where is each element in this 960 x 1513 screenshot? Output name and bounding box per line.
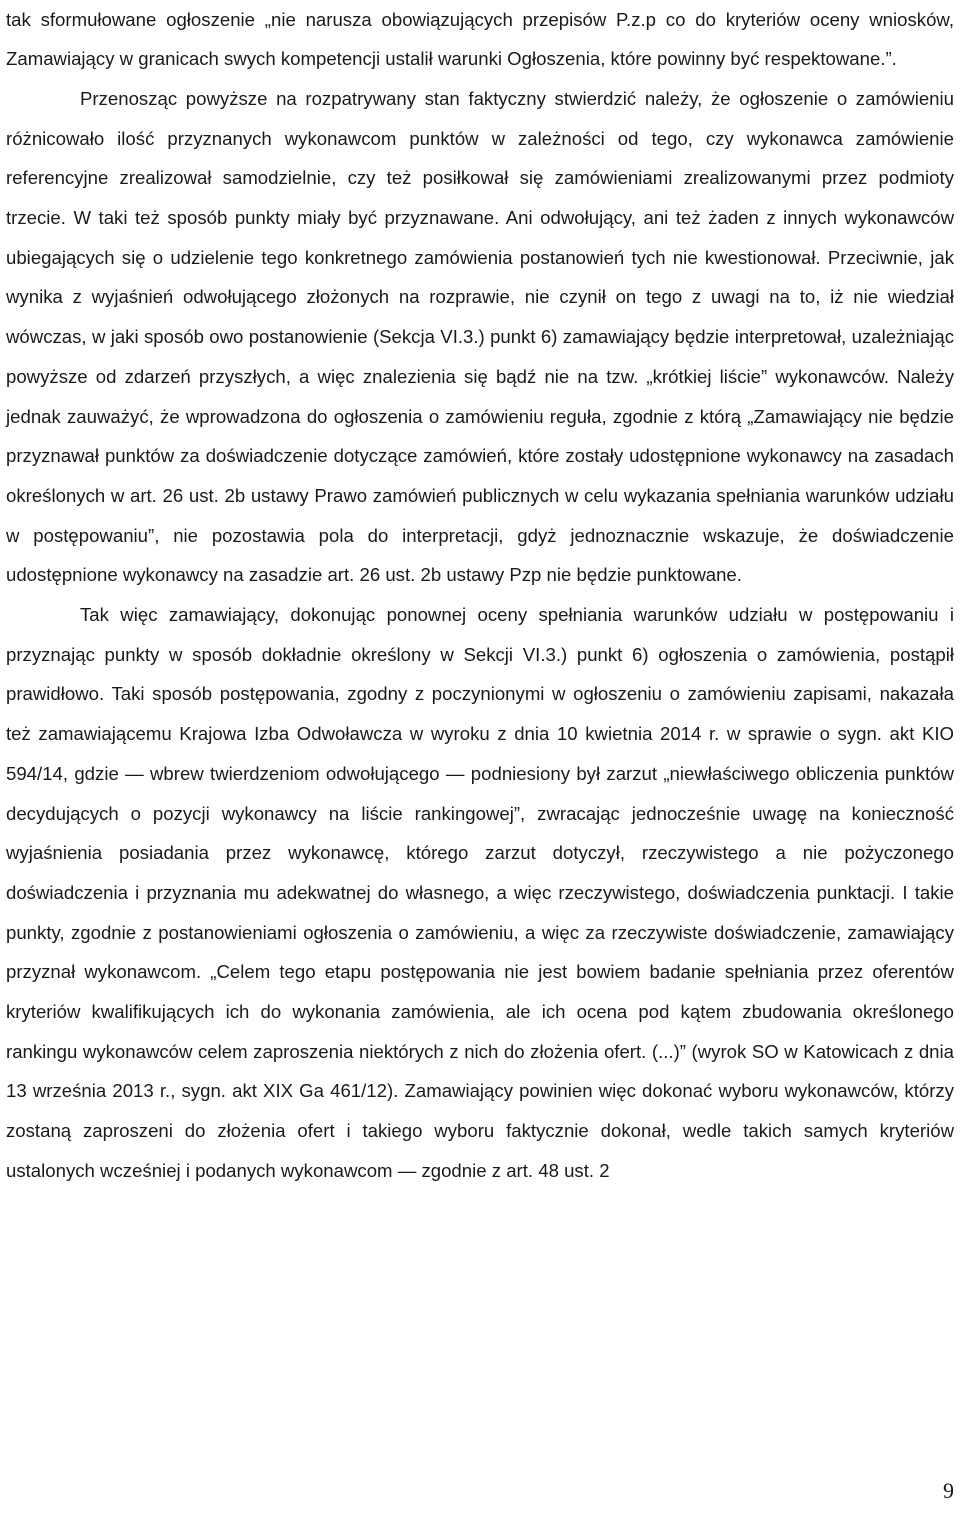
paragraph-analysis: Przenosząc powyższe na rozpatrywany stan faktyczny stwierdzić należy, że ogłoszenie o zamówieniu różnicowało ilość przyznanych wykonawcom punktów w zależności od tego, czy wykonawca zamówienie referencyjne zrealizował samodzielnie, czy też posiłkował się zamówieniami zrealizowanymi przez podmioty trzecie. W taki też sposób punkty miały być przyznawane. Ani odwołujący, ani też żaden z innych wykonawców ubiegających się o udzielenie tego konkretnego zamówienia postanowień tych nie kwestionował. Przeciwnie, jak wynika z wyjaśnień odwołującego złożonych na rozprawie, nie czynił on tego z uwagi na to, iż nie wiedział wówczas, w jaki sposób owo postanowienie (Sekcja VI.3.) punkt 6) zamawiający będzie interpretował, uzależniając powyższe od zdarzeń przyszłych, a więc znalezienia się bądź nie na tzw. „krótkiej liście” wykonawców. Należy jednak zauważyć, że wprowadzona do ogłoszenia o zamówieniu reguła, zgodnie z którą „Zamawiający nie będzie przyznawał punktów za doświadczenie dotyczące zamówień, które zostały udostępnione wykonawcy na zasadach określonych w art. 26 ust. 2b ustawy Prawo zamówień publicznych w celu wykazania spełniania warunków udziału w postępowaniu”, nie pozostawia pola do interpretacji, gdyż jednoznacznie wskazuje, że doświadczenie udostępnione wykonawcy na zasadzie art. 26 ust. 2b ustawy Pzp nie będzie punktowane.: [6, 87, 954, 586]
page-number: 9: [943, 1477, 954, 1503]
paragraph-conclusion: Tak więc zamawiający, dokonując ponownej oceny spełniania warunków udziału w postępowaniu i przyznając punkty w sposób dokładnie określony w Sekcji VI.3.) punkt 6) ogłoszenia o zamówienia, postąpił prawidłowo. Taki sposób postępowania, zgodny z poczynionymi w ogłoszeniu o zamówieniu zapisami, nakazała też zamawiającemu Krajowa Izba Odwoławcza w wyroku z dnia 10 kwietnia 2014 r. w sprawie o sygn. akt KIO 594/14, gdzie — wbrew twierdzeniom odwołującego — podniesiony był zarzut „niewłaściwego obliczenia punktów decydujących o pozycji wykonawcy na liście rankingowej”, zwracając jednocześnie uwagę na konieczność wyjaśnienia posiadania przez wykonawcę, którego zarzut dotyczył, rzeczywistego a nie pożyczonego doświadczenia i przyznania mu adekwatnej do własnego, a więc rzeczywistego, doświadczenia punktacji. I takie punkty, zgodnie z postanowieniami ogłoszenia o zamówieniu, a więc za rzeczywiste doświadczenie, zamawiający przyznał wykonawcom. „Celem tego etapu postępowania nie jest bowiem badanie spełniania przez oferentów kryteriów kwalifikujących ich do wykonania zamówienia, ale ich ocena pod kątem zbudowania określonego rankingu wykonawców celem zaproszenia niektórych z nich do złożenia ofert. (...)” (wyrok SO w Katowicach z dnia 13 września 2013 r., sygn. akt XIX Ga 461/12). Zamawiający powinien więc dokonać wyboru wykonawców, którzy zostaną zaproszeni do złożenia ofert i takiego wyboru faktycznie dokonał, wedle takich samych kryteriów ustalonych wcześniej i podanych wykonawcom — zgodnie z art. 48 ust. 2: [6, 604, 954, 1181]
paragraph-continuation: tak sformułowane ogłoszenie „nie narusza obowiązujących przepisów P.z.p co do kryteriów oceny wniosków, Zamawiający w granicach swych kompetencji ustalił warunki Ogłoszenia, które powinny być respektowane.”.: [6, 8, 954, 70]
